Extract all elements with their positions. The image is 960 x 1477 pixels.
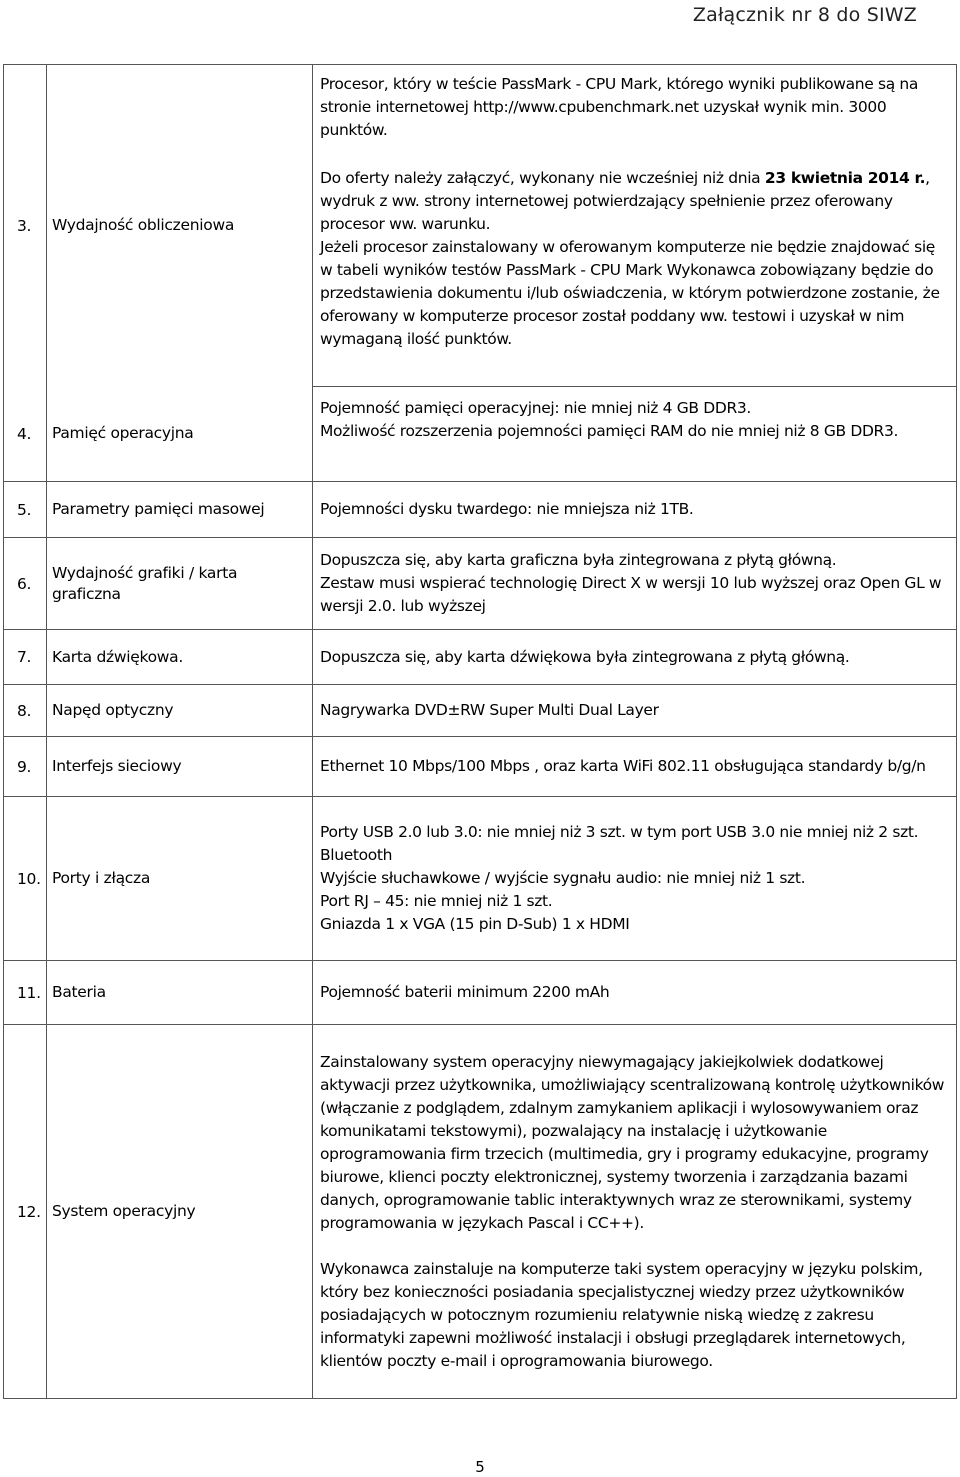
description-paragraph: Dopuszcza się, aby karta dźwiękowa była zintegrowana z płytą główną. [320,647,850,666]
description-paragraph: Nagrywarka DVD±RW Super Multi Dual Layer [320,701,659,719]
description-paragraph: Jeżeli procesor zainstalowany w oferowanym komputerze nie będzie znajdować się w tabeli wyników testów PassMark - CPU Mark Wykonawca zobowiązany będzie do przedstawienia dokumentu i/lub oświadczenia, w którym potwierdzone zostanie, że oferowany w komputerze procesor został poddany ww. testowi i uzyskał w nim wymaganą ilość punktów. [320,238,940,348]
description-paragraph: Możliwość rozszerzenia pojemności pamięci RAM do nie mniej niż 8 GB DDR3. [320,422,899,440]
description-paragraph [320,167,950,236]
row-name: Karta dźwiękowa. [47,630,313,685]
description-paragraph: Wykonawca zainstaluje na komputerze taki system operacyjny w języku polskim, który bez konieczności posiadania specjalistycznej wiedzy przez użytkowników posiadających w potocznym rozumieniu relatywnie niską wiedzę z zakresu informatyki zapewni możliwość instalacji i obsługi przeglądarek internetowych, klientów poczty e-mail i oprogramowania biurowego. [320,1259,923,1370]
row-number: 3. [4,65,47,387]
row-name: Interfejs sieciowy [47,737,313,797]
row-description [313,685,957,737]
row-name: Parametry pamięci masowej [47,482,313,538]
description-paragraph: Dopuszcza się, aby karta graficzna była zintegrowana z płytą główną. [320,551,837,569]
row-description [313,1025,957,1399]
table-row [4,482,957,538]
row-number: 10. [4,797,47,961]
description-paragraph: Zestaw musi wspierać technologię Direct X w wersji 10 lub wyższej oraz Open GL w wersji 2.0. lub wyższej [320,574,942,615]
row-number: 11. [4,961,47,1025]
row-description [313,482,957,538]
table-row [4,387,957,482]
table-row [4,797,957,961]
row-number: 5. [4,482,47,538]
table-row [4,961,957,1025]
row-name: Bateria [47,961,313,1025]
row-number: 6. [4,538,47,630]
description-paragraph: Pojemności dysku twardego: nie mniejsza niż 1TB. [320,500,694,518]
description-paragraph: Bluetooth [320,846,393,864]
row-name: Wydajność grafiki / karta graficzna [47,538,313,630]
row-description [313,630,957,685]
table-row [4,737,957,797]
description-paragraph: Porty USB 2.0 lub 3.0: nie mniej niż 3 szt. w tym port USB 3.0 nie mniej niż 2 szt. [320,823,919,841]
row-name: System operacyjny [47,1025,313,1399]
description-paragraph: Procesor, który w teście PassMark - CPU Mark, którego wyniki publikowane są na stronie internetowej http://www.cpubenchmark.net uzyskał wynik min. 3000 punktów. [320,75,919,139]
row-name: Porty i złącza [47,797,313,961]
description-paragraph: Gniazda 1 x VGA (15 pin D-Sub) 1 x HDMI [320,915,630,933]
document-header: Załącznik nr 8 do SIWZ [692,4,917,26]
table-row [4,538,957,630]
row-description [313,961,957,1025]
description-text: , wydruk z ww. strony internetowej potwierdzający spełnienie przez oferowany procesor ww. warunku. [320,169,930,233]
page-number: 5 [475,1458,485,1476]
specification-table [3,64,957,1399]
row-number: 12. [4,1025,47,1399]
row-number: 8. [4,685,47,737]
row-name: Pamięć operacyjna [47,387,313,482]
description-paragraph: Zainstalowany system operacyjny niewymagający jakiejkolwiek dodatkowej aktywacji przez użytkownika, umożliwiający scentralizowaną kontrolę użytkowników (włączanie z podglądem, zdalnym zamykaniem aplikacji i wylosowywaniem oraz komunikatami tekstowymi), pozwalający na instalację i użytkowanie oprogramowania firm trzecich (multimedia, gry i programy edukacyjne, programy biurowe, klienci poczty elektronicznej, systemy tworzenia i zarządzania bazami danych, oprogramowanie tablic interaktywnych wraz ze sterownikami, systemy programowania w językach Pascal i CC++). [320,1052,945,1232]
table-row [4,630,957,685]
row-description [313,387,957,482]
table-row [4,685,957,737]
row-description [313,538,957,630]
description-text: Do oferty należy załączyć, wykonany nie wcześniej niż dnia [320,169,765,187]
description-paragraph: Port RJ – 45: nie mniej niż 1 szt. [320,892,553,910]
row-name: Napęd optyczny [47,685,313,737]
table-row [4,1025,957,1399]
table-row [4,65,957,387]
row-description [313,797,957,961]
description-date: 23 kwietnia 2014 r. [764,169,926,187]
description-paragraph: Pojemność baterii minimum 2200 mAh [320,983,610,1001]
description-paragraph: Ethernet 10 Mbps/100 Mbps , oraz karta WiFi 802.11 obsługująca standardy b/g/n [320,757,926,775]
row-description [313,65,957,387]
description-paragraph: Pojemność pamięci operacyjnej: nie mniej niż 4 GB DDR3. [320,399,751,417]
description-paragraph: Wyjście słuchawkowe / wyjście sygnału audio: nie mniej niż 1 szt. [320,869,806,887]
row-number: 4. [4,387,47,482]
row-description [313,737,957,797]
row-number: 9. [4,737,47,797]
row-number: 7. [4,630,47,685]
row-name: Wydajność obliczeniowa [47,65,313,387]
